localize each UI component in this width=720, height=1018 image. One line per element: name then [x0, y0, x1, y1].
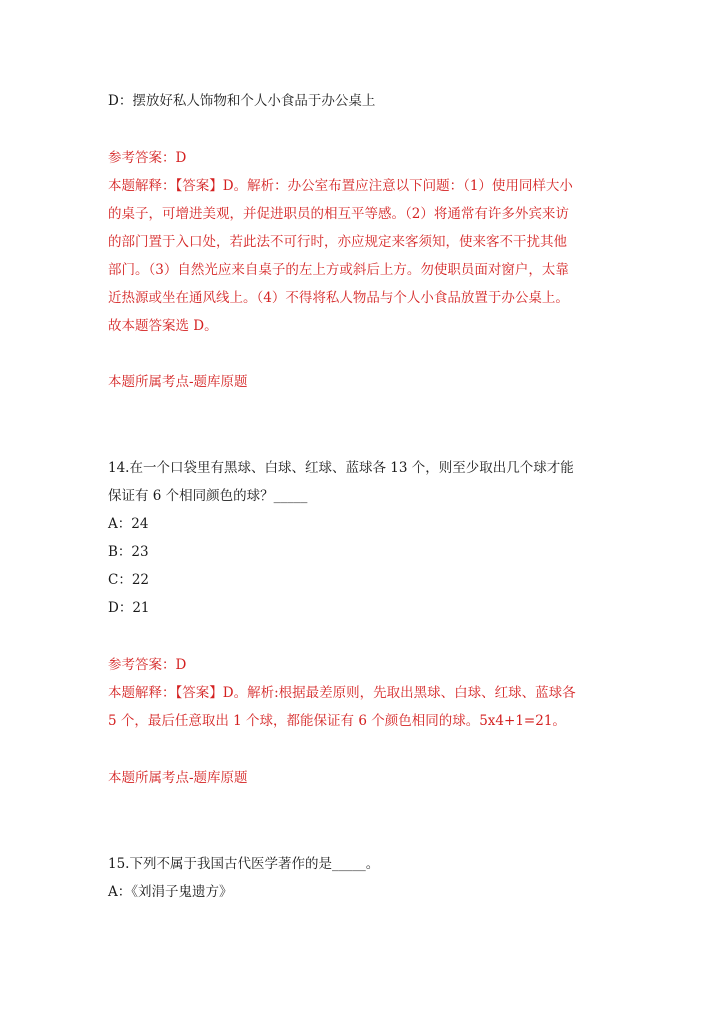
q13-answer-label: 参考答案：D — [108, 150, 187, 166]
q13-explanation-line: 部门。（3）自然光应来自桌子的左上方或斜后上方。勿使职员面对窗户，太靠 — [108, 262, 569, 278]
q14-answer-label: 参考答案：D — [108, 657, 187, 673]
q13-explanation-line: 故本题答案选 D。 — [108, 318, 218, 334]
q14-option-b: B：23 — [108, 544, 149, 560]
q14-stem-line: 14.在一个口袋里有黑球、白球、红球、蓝球各 13 个，则至少取出几个球才能 — [108, 460, 574, 476]
q13-option-d: D：摆放好私人饰物和个人小食品于办公桌上 — [108, 93, 376, 109]
q14-stem-line: 保证有 6 个相同颜色的球？_____ — [108, 488, 308, 504]
q14-explanation-line: 本题解释：【答案】D。解析:根据最差原则，先取出黑球、白球、红球、蓝球各 — [108, 685, 576, 701]
q14-option-d: D：21 — [108, 600, 150, 616]
q14-source-note: 本题所属考点-题库原题 — [108, 770, 248, 786]
q14-option-c: C：22 — [108, 572, 150, 588]
q13-explanation-line: 的桌子，可增进美观，并促进职员的相互平等感。（2）将通常有许多外宾来访 — [108, 206, 569, 222]
q13-explanation-line: 的部门置于入口处，若此法不可行时，亦应规定来客须知，使来客不干扰其他 — [108, 234, 567, 250]
q14-explanation-line: 5 个，最后任意取出 1 个球，都能保证有 6 个颜色相同的球。5x4+1=21。 — [108, 713, 566, 729]
q14-option-a: A：24 — [108, 516, 149, 532]
q15-option-a: A：《刘涓子鬼遗方》 — [108, 884, 233, 900]
q15-stem: 15.下列不属于我国古代医学著作的是_____。 — [108, 856, 380, 872]
q13-explanation-line: 近热源或坐在通风线上。（4）不得将私人物品与个人小食品放置于办公桌上。 — [108, 290, 569, 306]
q13-source-note: 本题所属考点-题库原题 — [108, 374, 248, 390]
q13-explanation-line: 本题解释：【答案】D。解析：办公室布置应注意以下问题：（1）使用同样大小 — [108, 178, 573, 194]
